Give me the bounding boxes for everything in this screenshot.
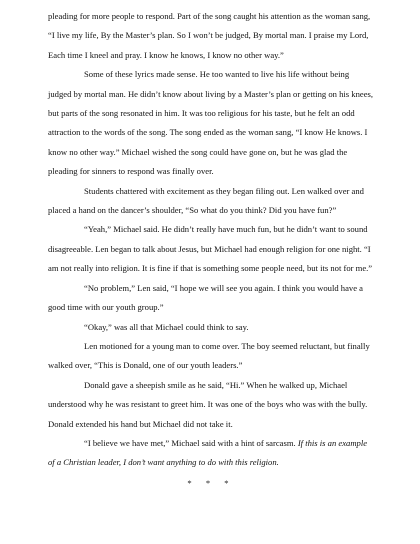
paragraph-9-italic-thought: If this is an example of a Christian leader, I don’t want anything to do with this religion. <box>48 437 368 468</box>
paragraph-4: “Yeah,” Michael said. He didn’t really have much fun, but he didn’t want to sound disagreeable. Len began to talk about Jesus, but Michael had enough religion for one night. “I am not really into religion. It is fine if that is something some people need, but its not for me.” <box>48 224 373 274</box>
paragraph-2: Some of these lyrics made sense. He too wanted to live his life without being judged by mortal man. He didn’t know about living by a Master’s plan or getting on his knees, but parts of the song resonated in him. It was too religious for his taste, but he felt an odd attraction to the words of the song. The song ended as the woman sang, “I know He knows. I know no other way.” Michael wished the song could have gone on, but he was glad the pleading for sinners to respond was finally over. <box>48 69 374 177</box>
paragraph-9-plain-text: “I believe we have met,” Michael said with a hint of sarcasm. <box>84 437 298 448</box>
paragraph-1: pleading for more people to respond. Part of the song caught his attention as the woman sang, “I live my life, By the Master’s plan. So I won’t be judged, By mortal man. I praise my Lord, Each time I kneel and pray. I know he knows, I know no other way.” <box>48 11 371 60</box>
paragraph-8: Donald gave a sheepish smile as he said, “Hi.” When he walked up, Michael understood why he was resistant to greet him. It was one of the boys who was with the bully. Donald extended his hand but Michael did not take it. <box>48 379 368 429</box>
scene-break: * * * <box>187 477 235 488</box>
paragraph-7: Len motioned for a young man to come over. The boy seemed reluctant, but finally walked over, “This is Donald, one of our youth leaders.” <box>48 340 370 371</box>
paragraph-9 <box>48 434 374 473</box>
paragraph-3: Students chattered with excitement as they began filing out. Len walked over and placed a hand on the dancer’s shoulder, “So what do you think? Did you have fun?” <box>48 185 364 216</box>
paragraph-5: “No problem,” Len said, “I hope we will see you again. I think you would have a good time with our youth group.” <box>48 282 363 313</box>
paragraph-6: “Okay,” was all that Michael could think to say. <box>84 321 249 332</box>
